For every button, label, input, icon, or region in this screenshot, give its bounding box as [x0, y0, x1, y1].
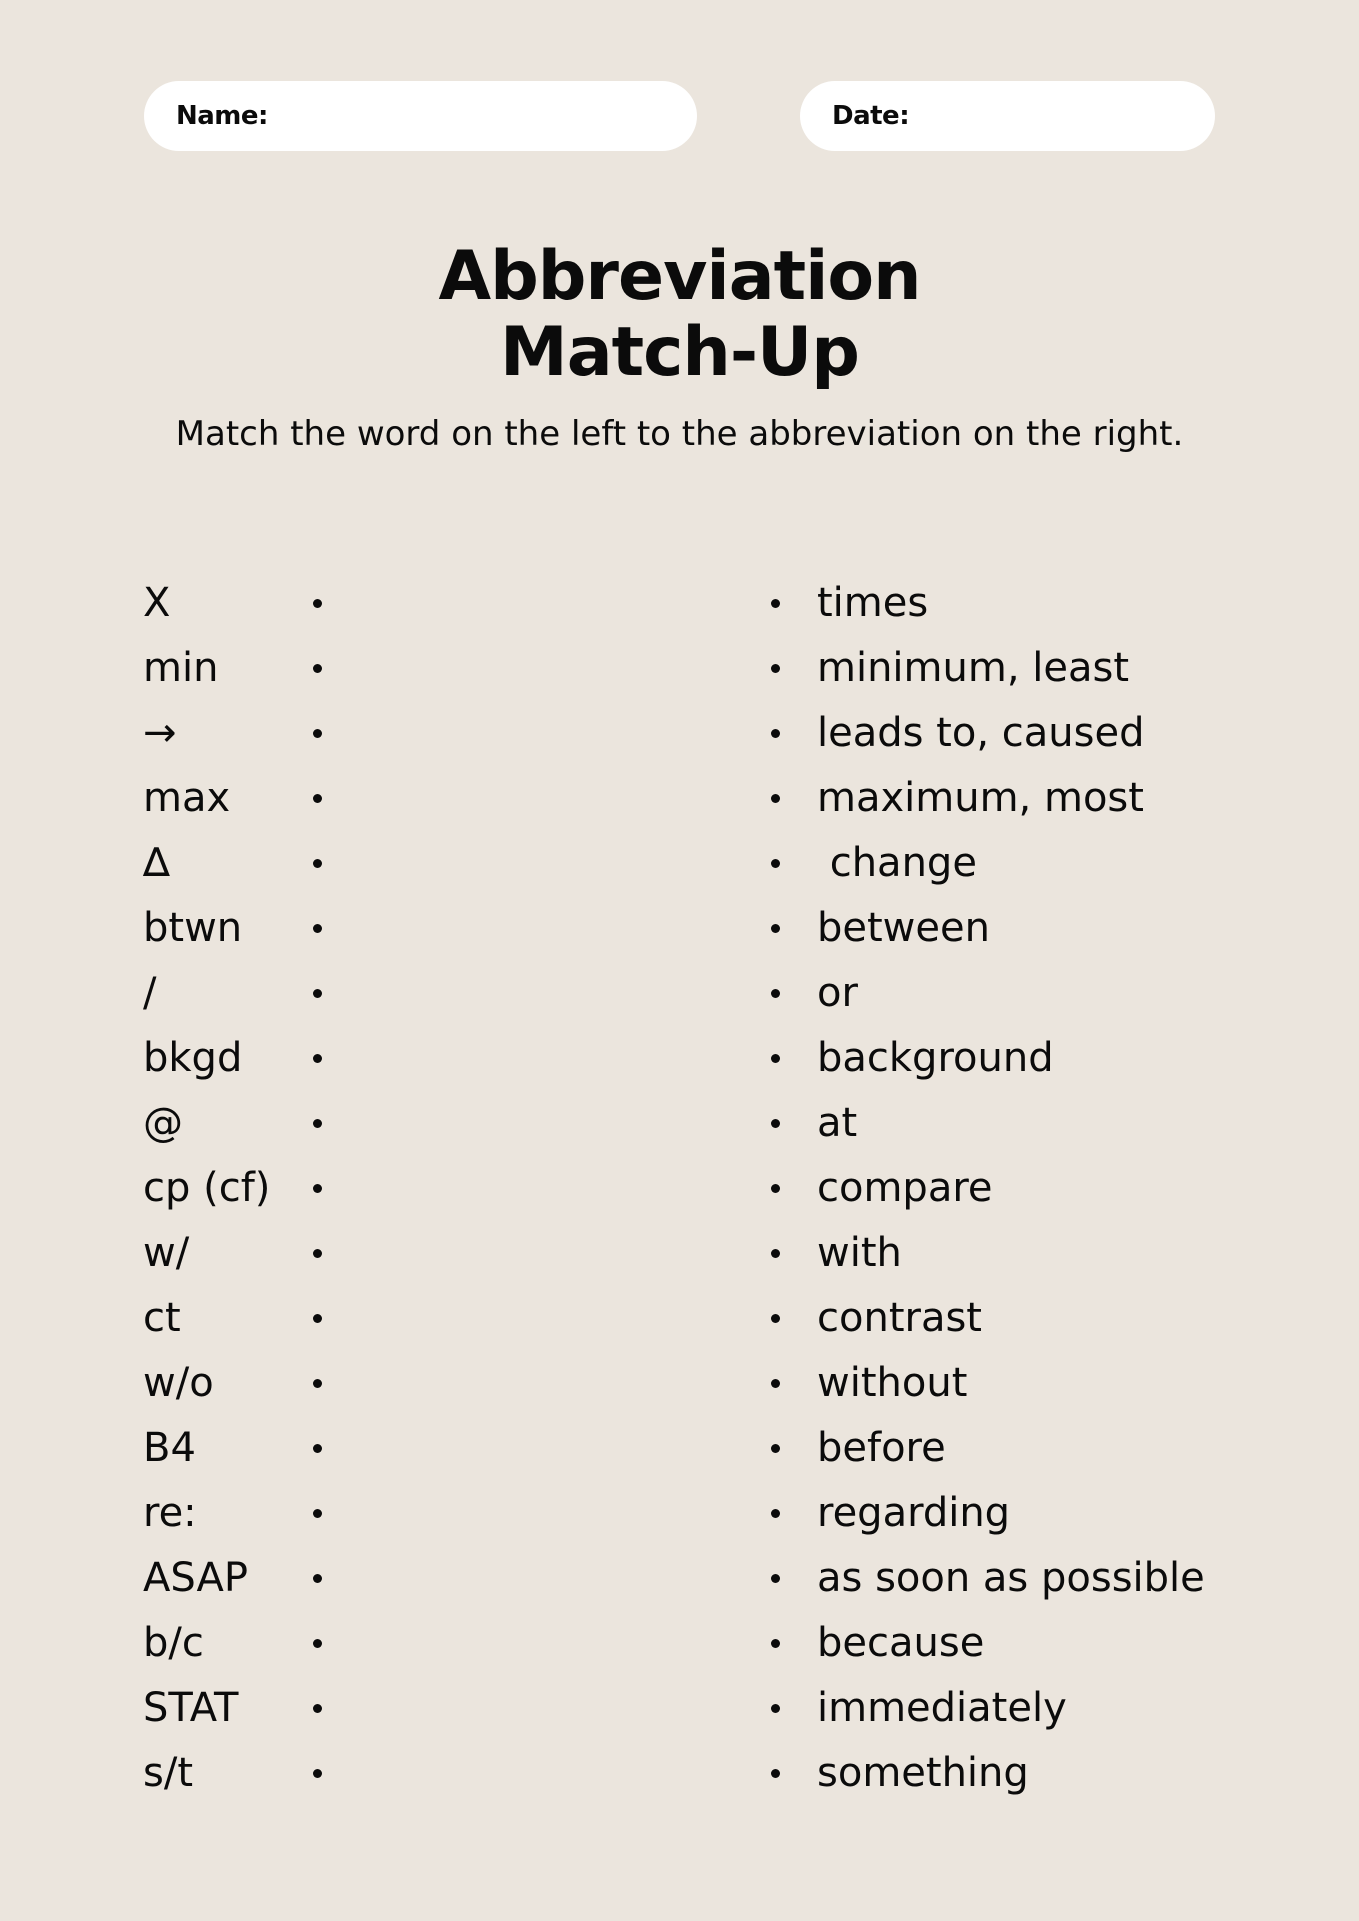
left-bullet — [313, 1769, 322, 1778]
abbreviation-term: X — [143, 580, 171, 626]
abbreviation-term: B4 — [143, 1425, 196, 1471]
match-row — [0, 643, 1359, 708]
meaning-term: at — [817, 1100, 858, 1146]
meaning-term: regarding — [817, 1490, 1011, 1536]
left-bullet — [313, 989, 322, 998]
match-row — [0, 773, 1359, 838]
page-title-line-1: Abbreviation — [438, 237, 921, 316]
left-bullet — [313, 1314, 322, 1323]
abbreviation-term: bkgd — [143, 1035, 243, 1081]
abbreviation-term: @ — [143, 1100, 183, 1146]
left-bullet — [313, 1639, 322, 1648]
name-label: Name: — [176, 101, 268, 131]
match-row — [0, 968, 1359, 1033]
match-row — [0, 1683, 1359, 1748]
right-bullet — [771, 1119, 780, 1128]
right-bullet — [771, 1769, 780, 1778]
meaning-term: with — [817, 1230, 902, 1276]
right-bullet — [771, 1314, 780, 1323]
match-row — [0, 1488, 1359, 1553]
right-bullet — [771, 859, 780, 868]
meaning-term: because — [817, 1620, 985, 1666]
match-row — [0, 578, 1359, 643]
match-row — [0, 1423, 1359, 1488]
right-bullet — [771, 1054, 780, 1063]
date-field[interactable] — [800, 81, 1215, 151]
meaning-term: without — [817, 1360, 968, 1406]
left-bullet — [313, 599, 322, 608]
meaning-term: minimum, least — [817, 645, 1130, 691]
match-row — [0, 1228, 1359, 1293]
right-bullet — [771, 924, 780, 933]
match-row — [0, 708, 1359, 773]
right-bullet — [771, 1574, 780, 1583]
left-bullet — [313, 1054, 322, 1063]
abbreviation-term: cp (cf) — [143, 1165, 271, 1211]
left-bullet — [313, 1249, 322, 1258]
meaning-term: background — [817, 1035, 1054, 1081]
right-bullet — [771, 989, 780, 998]
abbreviation-term: w/ — [143, 1230, 190, 1276]
page-title-line-2: Match-Up — [500, 313, 859, 392]
meaning-term: contrast — [817, 1295, 982, 1341]
left-bullet — [313, 1184, 322, 1193]
left-bullet — [313, 859, 322, 868]
match-row — [0, 1358, 1359, 1423]
left-bullet — [313, 664, 322, 673]
meaning-term: times — [817, 580, 929, 626]
date-label: Date: — [832, 101, 910, 131]
match-row — [0, 1553, 1359, 1618]
meaning-term: maximum, most — [817, 775, 1144, 821]
right-bullet — [771, 1704, 780, 1713]
meaning-term: immediately — [817, 1685, 1067, 1731]
left-bullet — [313, 1704, 322, 1713]
left-bullet — [313, 1574, 322, 1583]
match-row — [0, 1033, 1359, 1098]
left-bullet — [313, 729, 322, 738]
abbreviation-term: w/o — [143, 1360, 214, 1406]
left-bullet — [313, 924, 322, 933]
abbreviation-term: btwn — [143, 905, 243, 951]
match-row — [0, 1293, 1359, 1358]
right-bullet — [771, 1509, 780, 1518]
right-bullet — [771, 1444, 780, 1453]
abbreviation-term: s/t — [143, 1750, 193, 1796]
abbreviation-term: STAT — [143, 1685, 239, 1731]
right-bullet — [771, 729, 780, 738]
match-row — [0, 1748, 1359, 1813]
abbreviation-term: ct — [143, 1295, 181, 1341]
right-bullet — [771, 1639, 780, 1648]
match-row — [0, 1618, 1359, 1683]
meaning-term: something — [817, 1750, 1029, 1796]
right-bullet — [771, 1379, 780, 1388]
match-row — [0, 903, 1359, 968]
abbreviation-term: → — [143, 710, 177, 756]
match-list — [0, 578, 1359, 1813]
name-field[interactable] — [144, 81, 697, 151]
abbreviation-term: min — [143, 645, 219, 691]
left-bullet — [313, 1509, 322, 1518]
abbreviation-term: / — [143, 970, 157, 1016]
right-bullet — [771, 1249, 780, 1258]
right-bullet — [771, 1184, 780, 1193]
left-bullet — [313, 1444, 322, 1453]
match-row — [0, 1163, 1359, 1228]
right-bullet — [771, 599, 780, 608]
meaning-term: compare — [817, 1165, 993, 1211]
match-row — [0, 1098, 1359, 1163]
instructions-text: Match the word on the left to the abbreviation on the right. — [175, 414, 1184, 454]
abbreviation-term: max — [143, 775, 231, 821]
meaning-term: leads to, caused — [817, 710, 1145, 756]
meaning-term: before — [817, 1425, 946, 1471]
left-bullet — [313, 1379, 322, 1388]
meaning-term: between — [817, 905, 990, 951]
left-bullet — [313, 794, 322, 803]
meaning-term: as soon as possible — [817, 1555, 1205, 1601]
meaning-term: or — [817, 970, 858, 1016]
left-bullet — [313, 1119, 322, 1128]
right-bullet — [771, 664, 780, 673]
meaning-term: change — [817, 840, 977, 886]
abbreviation-term: re: — [143, 1490, 197, 1536]
abbreviation-term: b/c — [143, 1620, 204, 1666]
abbreviation-term: ∆ — [143, 840, 170, 886]
right-bullet — [771, 794, 780, 803]
abbreviation-term: ASAP — [143, 1555, 248, 1601]
match-row — [0, 838, 1359, 903]
